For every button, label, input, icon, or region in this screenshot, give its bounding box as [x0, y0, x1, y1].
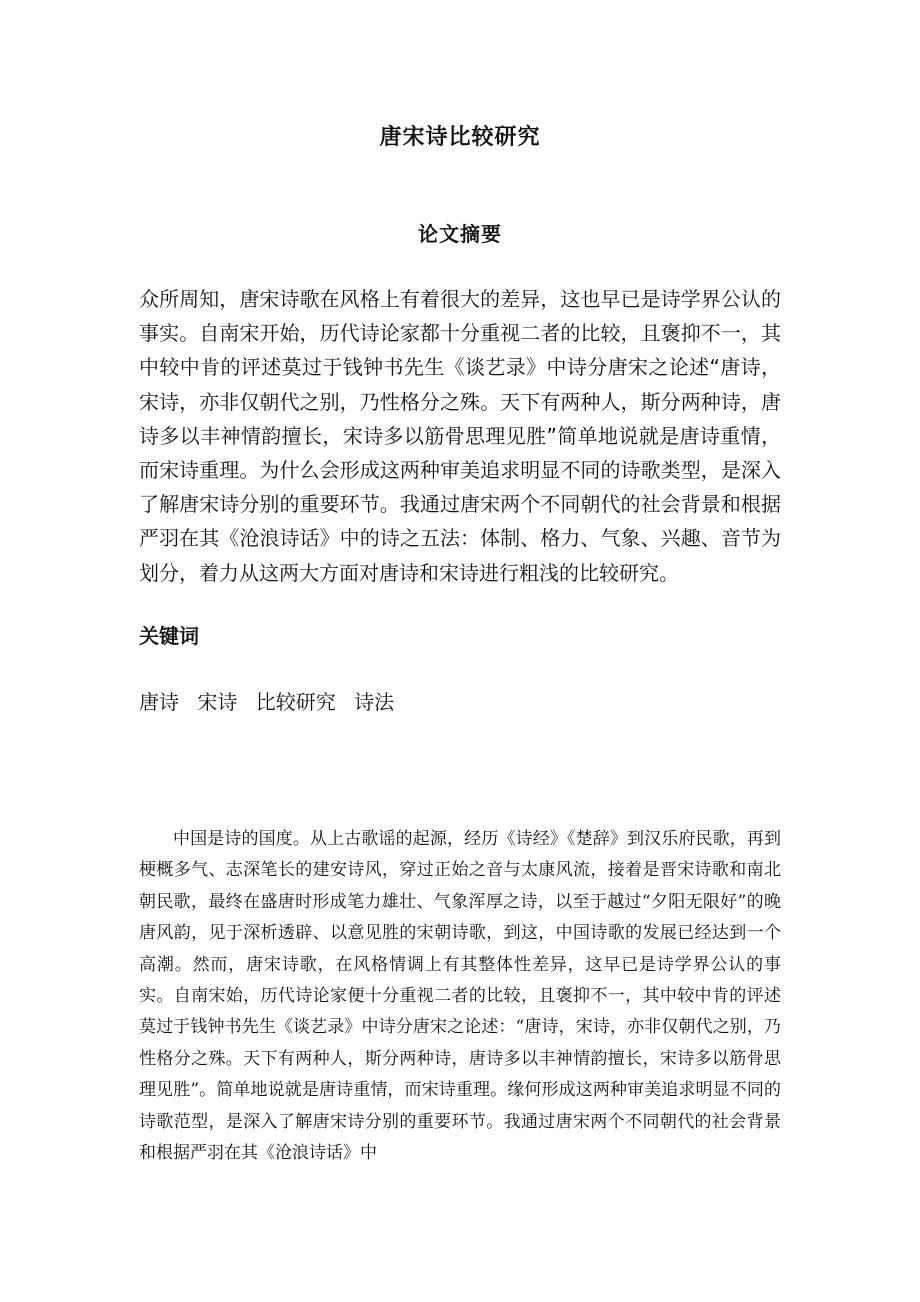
keywords-heading: 关键词: [139, 624, 199, 648]
body-paragraph: 中国是诗的国度。从上古歌谣的起源，经历《诗经》《楚辞》到汉乐府民歌，再到梗概多气、志深笔长的建安诗风，穿过正始之音与太康风流，接着是晋宋诗歌和南北朝民歌，最终在盛唐时形成笔力雄壮、气象浑厚之诗，以至于越过“夕阳无限好”的晚唐风韵，见于深析透辟、以意见胜的宋朝诗歌，到这，中国诗歌的发展已经达到一个高潮。然而，唐宋诗歌，在风格情调上有其整体性差异，这早已是诗学界公认的事实。自南宋始，历代诗论家便十分重视二者的比较，且褒抑不一，其中较中肯的评述莫过于钱钟书先生《谈艺录》中诗分唐宋之论述：“唐诗，宋诗，亦非仅朝代之别，乃性格分之殊。天下有两种人，斯分两种诗，唐诗多以丰神情韵擅长，宋诗多以筋骨思理见胜”。简单地说就是唐诗重情，而宋诗重理。缘何形成这两种审美追求明显不同的诗歌范型，是深入了解唐宋诗分别的重要环节。我通过唐宋两个不同朝代的社会背景和根据严羽在其《沧浪诗话》中: [139, 829, 781, 1164]
abstract-heading: 论文摘要: [418, 222, 502, 246]
keyword: 比较研究: [255, 690, 336, 714]
abstract-paragraph: 众所周知，唐宋诗歌在风格上有着很大的差异，这也早已是诗学界公认的事实。自南宋开始，历代诗论家都十分重视二者的比较，且褒抑不一，其中较中肯的评述莫过于钱钟书先生《谈艺录》中诗分唐宋之论述“唐诗，宋诗，亦非仅朝代之别，乃性格分之殊。天下有两种人，斯分两种诗，唐诗多以丰神情韵擅长，宋诗多以筋骨思理见胜”简单地说就是唐诗重情，而宋诗重理。为什么会形成这两种审美追求明显不同的诗歌类型，是深入了解唐宋诗分别的重要环节。我通过唐宋两个不同朝代的社会背景和根据严羽在其《沧浪诗话》中的诗之五法：体制、格力、气象、兴趣、音节为划分，着力从这两大方面对唐诗和宋诗进行粗浅的比较研究。: [139, 287, 781, 585]
keyword: 诗法: [354, 690, 395, 714]
keywords-list: [139, 686, 394, 715]
keyword: 宋诗: [197, 690, 238, 714]
document-title: 唐宋诗比较研究: [379, 125, 541, 150]
keyword: 唐诗: [139, 690, 179, 714]
